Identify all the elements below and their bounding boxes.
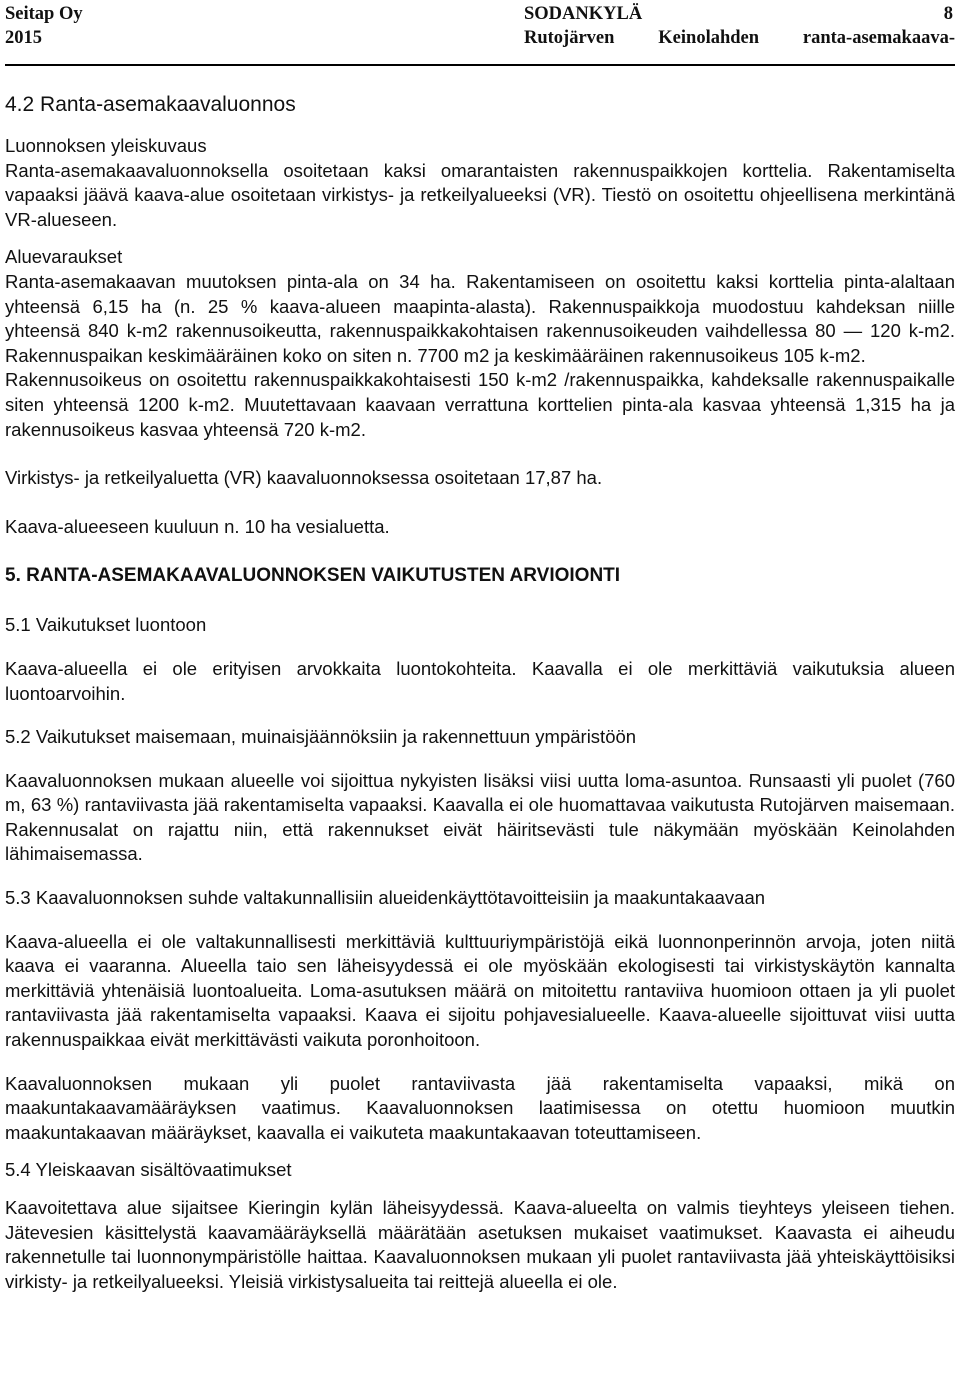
header-divider	[5, 64, 955, 66]
header-place: SODANKYLÄ	[524, 4, 643, 24]
s5-2-text: Kaavaluonnoksen mukaan alueelle voi sijoittua nykyisten lisäksi viisi uutta loma-asuntoa. Runsaasti yli puolet (760 m, 63 %) rantaviivasta jää rakentamiselta vapaaksi. Kaavalla ei ole huomattavaa vaikutusta Rutojärven maisemaan. Rakennusalat on rajattu niin, että rakennukset eivät häiritsevästi tule näkymään myöskään Keinolahden lähimaisemassa.	[5, 769, 955, 865]
section-4-2-heading: 4.2 Ranta-asemakaavaluonnos	[5, 93, 296, 116]
header-page-number: 8	[943, 4, 953, 24]
header-subtitle: Rutojärven Keinolahden ranta-asemakaava-	[524, 28, 955, 48]
s5-1-title: 5.1 Vaikutukset luontoon	[5, 614, 207, 636]
s5-3-text-1: Kaava-alueella ei ole valtakunnallisesti merkittäviä kulttuuriympäristöjä eikä luonnonperinnön arvoja, joten niitä kaava ei vaaranna. Alueella taio sen läheisyydessä ei ole myöskään ekologisesti tai virkistyskäytön kannalta merkittäviä yhtenäisiä luontoalueita. Loma-asutuksen määrä on mitoitettu rantaviiva huomioon ottaen ja yli puolet rantaviivasta jää rakentamiselta vapaaksi. Kaava ei sijoitu pohjavesialueelle. Kaava-alueelle sijoittuvat viisi uutta rakennuspaikkaa eivät merkittävästi vaikuta poronhoitoon.	[5, 930, 955, 1051]
s5-4-title: 5.4 Yleiskaavan sisältövaatimukset	[5, 1159, 292, 1181]
overview-text: Ranta-asemakaavaluonnoksella osoitetaan kaksi omarantaisten rakennuspaikkojen korttelia. Rakentamiselta vapaaksi jäävä kaava-alue osoitetaan virkistys- ja retkeilyalueeksi (VR). Tiestö on osoitettu ohjeellisena merkintänä VR-alueseen.	[5, 159, 955, 230]
s5-3-title: 5.3 Kaavaluonnoksen suhde valtakunnallisiin alueidenkäyttötavoitteisiin ja maakuntakaavaan	[5, 887, 766, 909]
s5-4-text: Kaavoitettava alue sijaitsee Kieringin kylän läheisyydessä. Kaava-alueelta on valmis tieyhteys yleiseen tiehen. Jätevesien käsittelystä kaavamääräyksellä määrätään asetuksen mukaiset vaatimukset. Kaavasta ei aiheudu rakennetulle tai luonnonympäristölle haittaa. Kaavaluonnoksen mukaan yli puolet rantaviivasta jää yhteiskäyttöisiksi virkisty- ja retkeilyalueeksi. Yleisiä virkistysalueita tai reittejä alueella ei ole.	[5, 1197, 955, 1292]
page-header	[5, 0, 955, 66]
reservations-text-2: Rakennusoikeus on osoitettu rakennuspaikkakohtaisesti 150 k-m2 /rakennuspaikka, kahdeksalle rakennuspaikalle siten yhteensä 1200 k-m2. Muutettavaan kaavaan verrattuna korttelien pinta-ala kasvaa yhteensä 1,315 ha ja rakennusoikeus kasvaa yhteensä 720 k-m2.	[5, 369, 955, 440]
s5-2-title: 5.2 Vaikutukset maisemaan, muinaisjäännöksiin ja rakennettuun ympäristöön	[5, 726, 637, 748]
vr-text: Virkistys- ja retkeilyaluetta (VR) kaavaluonnoksessa osoitetaan 17,87 ha.	[5, 467, 603, 489]
s5-3-text-2: Kaavaluonnoksen mukaan yli puolet rantaviivasta jää rakentamiselta vapaaksi, mikä on maakuntakaavamääräyksen vaatimus. Kaavaluonnoksen laatimisessa on otettu huomioon muutkin maakuntakaavan määräykset, kaavalla ei vaikuteta maakuntakaavan toteuttamiseen.	[5, 1072, 955, 1143]
section-5-heading: 5. RANTA-ASEMAKAAVALUONNOKSEN VAIKUTUSTEN ARVIOIONTI	[5, 565, 621, 587]
water-text: Kaava-alueeseen kuuluun n. 10 ha vesialuetta.	[5, 515, 390, 537]
header-year: 2015	[5, 28, 42, 48]
header-company: Seitap Oy	[5, 4, 83, 24]
s5-1-text: Kaava-alueella ei ole erityisen arvokkaita luontokohteita. Kaavalla ei ole merkittäviä vaikutuksia alueen luontoarvoihin.	[5, 657, 955, 704]
reservations-text-1: Ranta-asemakaavan muutoksen pinta-ala on 34 ha. Rakentamiseen on osoitettu kaksi korttelia pinta-alaltaan yhteensä 6,15 ha (n. 25 % kaava-alueen maapinta-alasta). Rakennuspaikkoja muodostuu kahdeksan niille yhteensä 840 k-m2 rakennusoikeutta, rakennuspaikkakohtaisen rakennusoikeuden vaihdellessa 80 — 120 k-m2. Rakennuspaikan keskimääräinen koko on siten n. 7700 m2 ja keskimääräinen rakennusoikeus 105 k-m2.	[5, 270, 955, 366]
reservations-title: Aluevaraukset	[5, 246, 123, 268]
document-body	[5, 92, 955, 1294]
document-page	[5, 0, 955, 1294]
overview-title: Luonnoksen yleiskuvaus	[5, 135, 207, 156]
